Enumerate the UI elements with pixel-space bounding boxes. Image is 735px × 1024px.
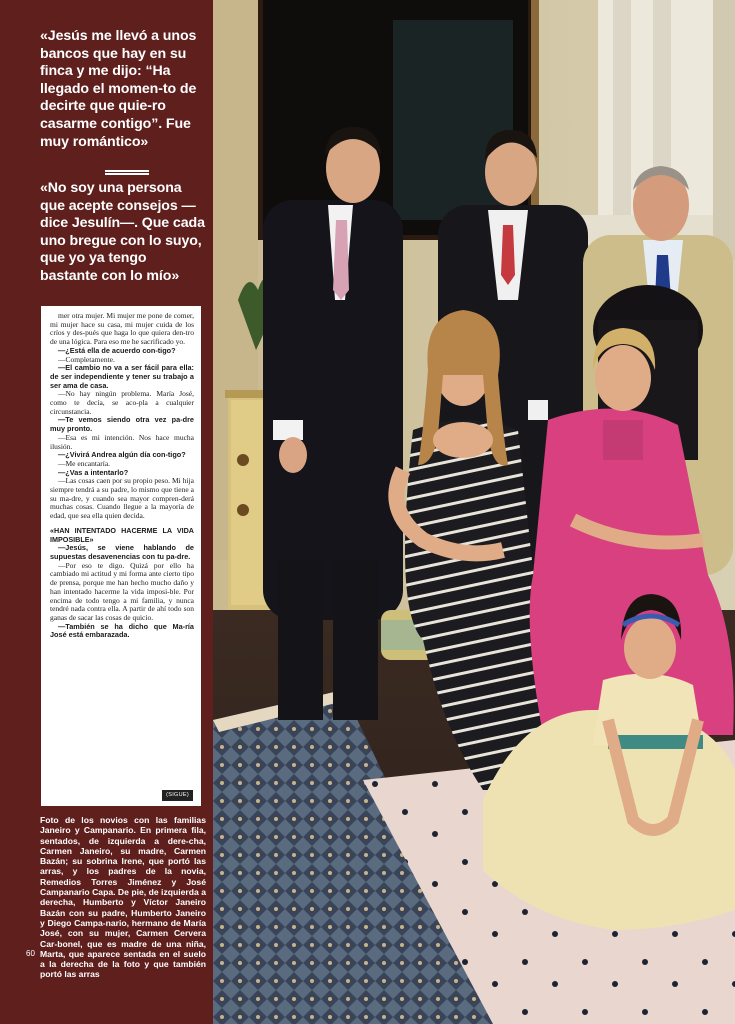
article-paragraph: —Esa es mi intención. Nos hace mucha ilusión. bbox=[50, 432, 194, 451]
left-sidebar bbox=[0, 0, 213, 1024]
family-photo bbox=[213, 0, 735, 1024]
page-number: 60 bbox=[26, 949, 35, 958]
quote-divider bbox=[105, 170, 149, 175]
article-question: —El cambio no va a ser fácil para ella: de ser independiente y tener su trabajo a ser ama de casa. bbox=[50, 363, 194, 390]
article-paragraph: —Las cosas caen por su propio peso. Mi hija siempre tendrá a su padre, lo mismo que tiene a su ma-dre, y cuando sea mayor compren-derá muchas cosas. Cuando llegue a la mayoría de edad, que sea ella quien decida. bbox=[50, 476, 194, 521]
pull-quote-first: «Jesús me llevó a unos bancos que hay en su finca y me dijo: “Ha llegado el momen-to de decirte que quie-ro casarme contigo”. Fue muy romántico» bbox=[40, 28, 197, 150]
article-question: —¿Está ella de acuerdo con-tigo? bbox=[58, 345, 176, 355]
article-question: —Jesús, se viene hablando de supuestas desavenencias con tu pa-dre. bbox=[50, 543, 194, 561]
article-text-box bbox=[41, 306, 201, 806]
pull-quote-second: «No soy una persona que acepte consejos —dice Jesulín—. Que cada uno bregue con lo suyo, que yo ya tengo bastante con lo mío» bbox=[40, 180, 205, 284]
family-photo-illustration bbox=[213, 0, 735, 1024]
article-paragraph: —Completamente. bbox=[58, 354, 115, 364]
article-paragraph: —No hay ningún problema. María José, como te decía, se aco-pla a cualquier circunstancia. bbox=[50, 389, 194, 416]
article-question: —Te vemos siendo otra vez pa-dre muy pronto. bbox=[50, 415, 194, 434]
article-question: —¿Vivirá Andrea algún día con-tigo? bbox=[58, 450, 186, 460]
photo-caption: Foto de los novios con las familias Janeiro y Campanario. En primera fila, sentados, de izquierda a dere-cha, Carmen Janeiro, su madre, Carmen Bazán; su sobrina Irene, que portó las arras, y los padres de la novia, Remedios Torres Jiménez y José Campanario Capa. De pie, de izquierda a derecha, Humberto y Víctor Janeiro Bazán con su padre, Humberto Janeiro y Diego Campa-nario, hermano de María José, con su mujer, Carmen Cervera Car-bonel, que es madre de una niña, Marta, que aparece sentada en el suelo a la derecha de la foto y que también portó las arras bbox=[40, 815, 206, 980]
article-question: —¿Vas a intentarlo? bbox=[58, 467, 129, 477]
article-paragraph: —Por eso te digo. Quizá por ello ha cambiado mi actitud y mi forma ante cierto tipo de prensa, porque me han hecho mucho daño y han intentado hacerme la vida imposi-ble. Por encima de todo tengo a mi familia, y nunca tendré nada contra ella. A partir de ahí todo son ganas de sacar las cosas de quicio. bbox=[50, 560, 194, 622]
article-paragraph: mer otra mujer. Mi mujer me pone de comer, mi mujer hace su casa, mi mujer cuida de los críos y des-pués que haga lo que quiera den-tro de una lógica. Para eso me he sacrificado yo. bbox=[50, 311, 194, 347]
article-question: —También se ha dicho que Ma-ría José está embarazada. bbox=[50, 621, 194, 640]
continue-badge: (SIGUE) bbox=[162, 790, 193, 801]
article-paragraph: —Me encantaría. bbox=[58, 458, 111, 468]
article-subheading: «HAN INTENTADO HACERME LA VIDA IMPOSIBLE» bbox=[50, 525, 194, 544]
